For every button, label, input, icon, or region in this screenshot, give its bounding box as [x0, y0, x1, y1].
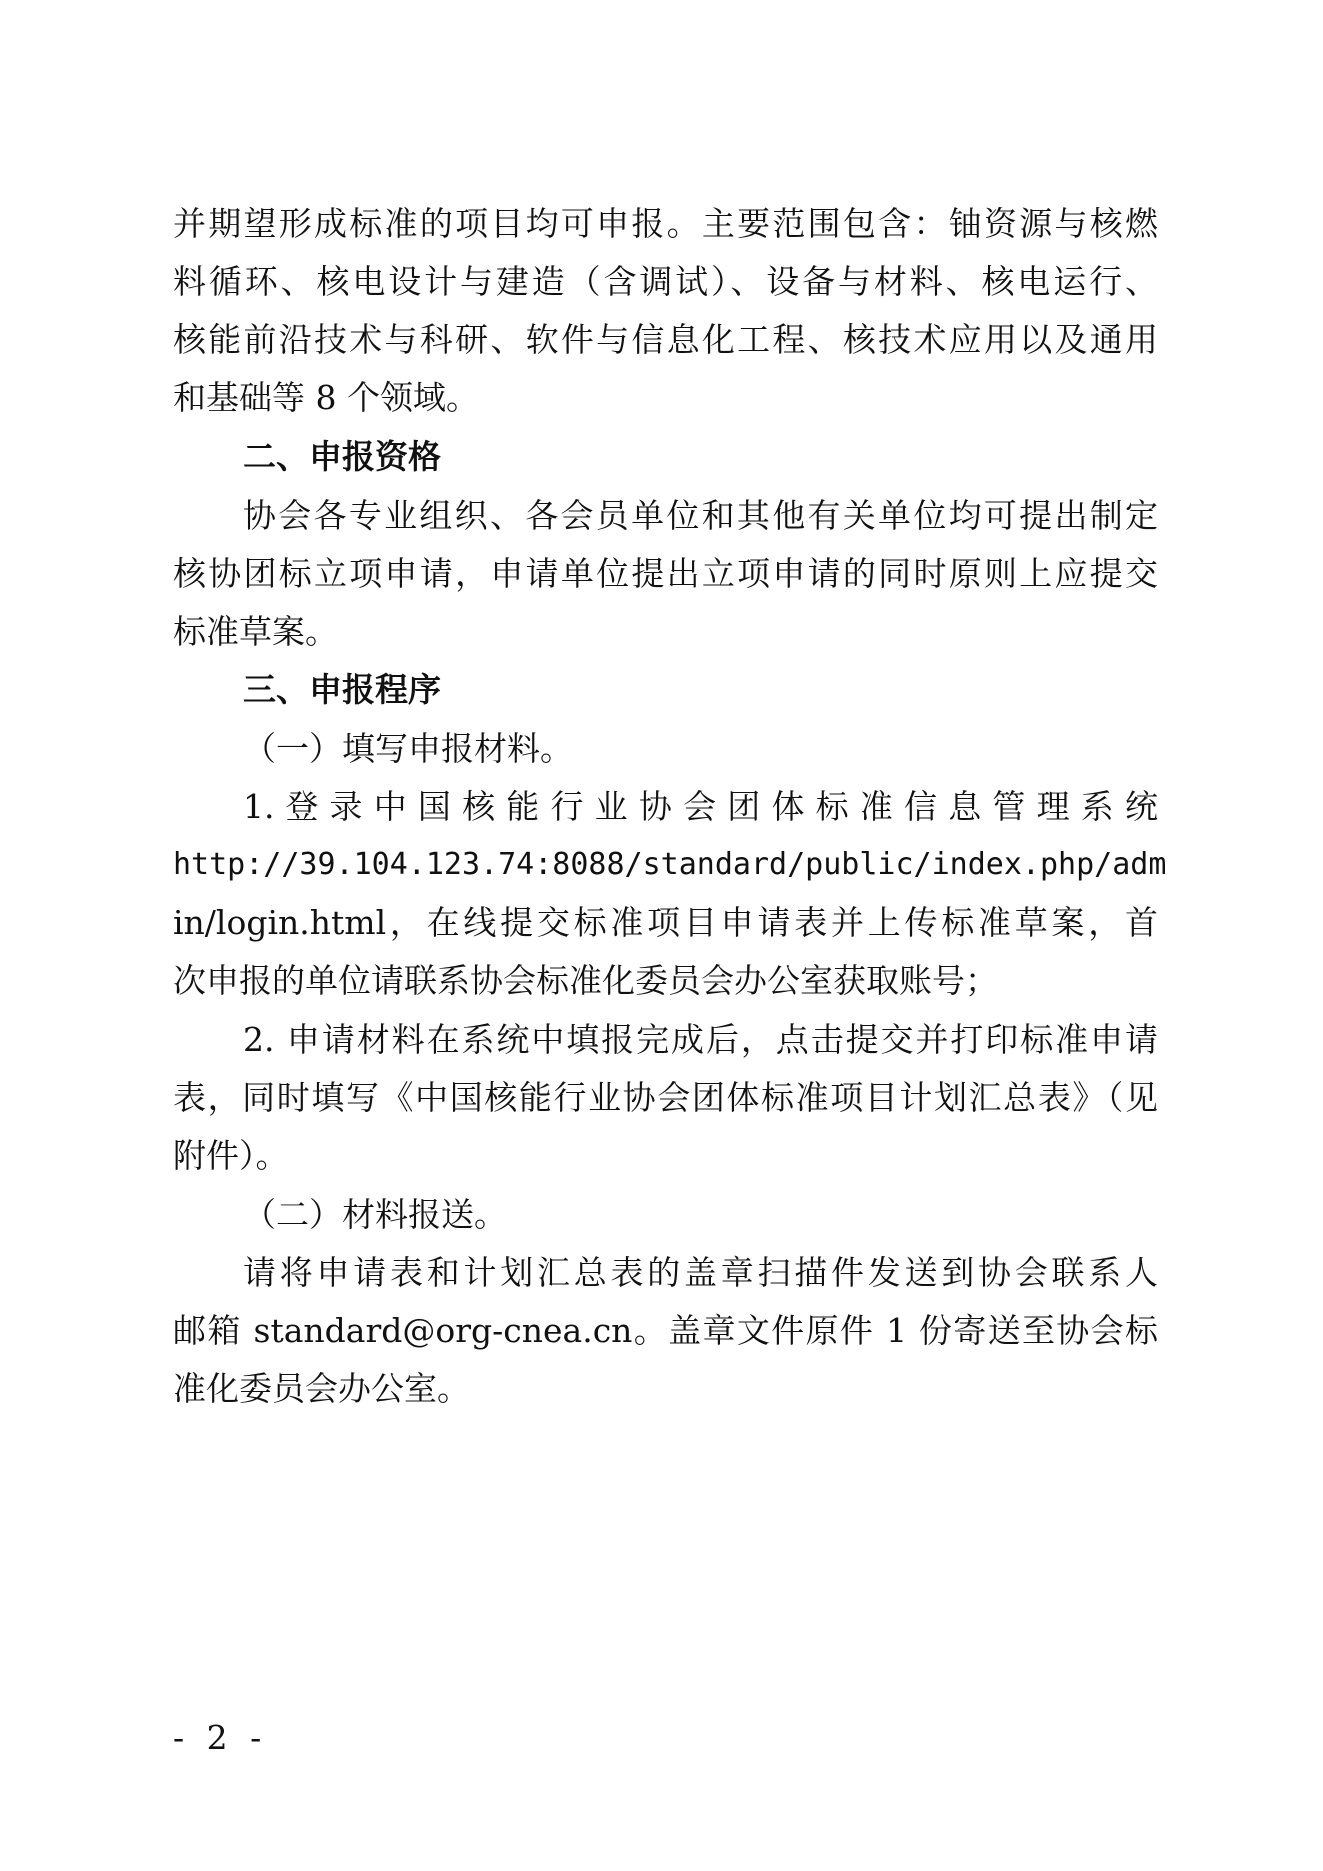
paragraph-line: 核协团标立项申请，申请单位提出立项申请的同时原则上应提交 [173, 554, 1158, 593]
subsection-heading-submission: （二）材料报送。 [243, 1195, 507, 1234]
section-heading-procedure: 三、申报程序 [243, 670, 441, 709]
paragraph-line: 准化委员会办公室。 [173, 1369, 470, 1408]
paragraph-line: 附件）。 [173, 1136, 289, 1175]
url-line: http://39.104.123.74:8088/standard/public/index.php/adm [173, 847, 1167, 882]
paragraph-line: 并期望形成标准的项目均可申报。主要范围包含：铀资源与核燃 [173, 204, 1158, 243]
paragraph-line: 1. 登 录 中 国 核 能 行 业 协 会 团 体 标 准 信 息 管 理 系 统 [243, 787, 1158, 826]
paragraph-line: in/login.html，在线提交标准项目申请表并上传标准草案，首 [173, 903, 1158, 942]
paragraph-line: 表，同时填写《中国核能行业协会团体标准项目计划汇总表》（见 [173, 1078, 1158, 1117]
paragraph-line: 次申报的单位请联系协会标准化委员会办公室获取账号； [173, 961, 998, 1000]
paragraph-line: 请将申请表和计划汇总表的盖章扫描件发送到协会联系人 [243, 1253, 1158, 1292]
paragraph-line: 核能前沿技术与科研、软件与信息化工程、核技术应用以及通用 [173, 320, 1158, 359]
page-number: - 2 - [173, 1718, 268, 1757]
paragraph-line: 邮箱 standard@org-cnea.cn。盖章文件原件 1 份寄送至协会标 [173, 1311, 1158, 1350]
section-heading-eligibility: 二、申报资格 [243, 437, 441, 476]
paragraph-line: 料循环、核电设计与建造（含调试）、设备与材料、核电运行、 [173, 262, 1158, 301]
paragraph-line: 标准草案。 [173, 612, 338, 651]
subsection-heading-fill-materials: （一）填写申报材料。 [243, 729, 573, 768]
paragraph-line: 2. 申请材料在系统中填报完成后，点击提交并打印标准申请 [243, 1020, 1158, 1059]
paragraph-line: 协会各专业组织、各会员单位和其他有关单位均可提出制定 [243, 496, 1158, 535]
paragraph-line: 和基础等 8 个领域。 [173, 378, 479, 417]
